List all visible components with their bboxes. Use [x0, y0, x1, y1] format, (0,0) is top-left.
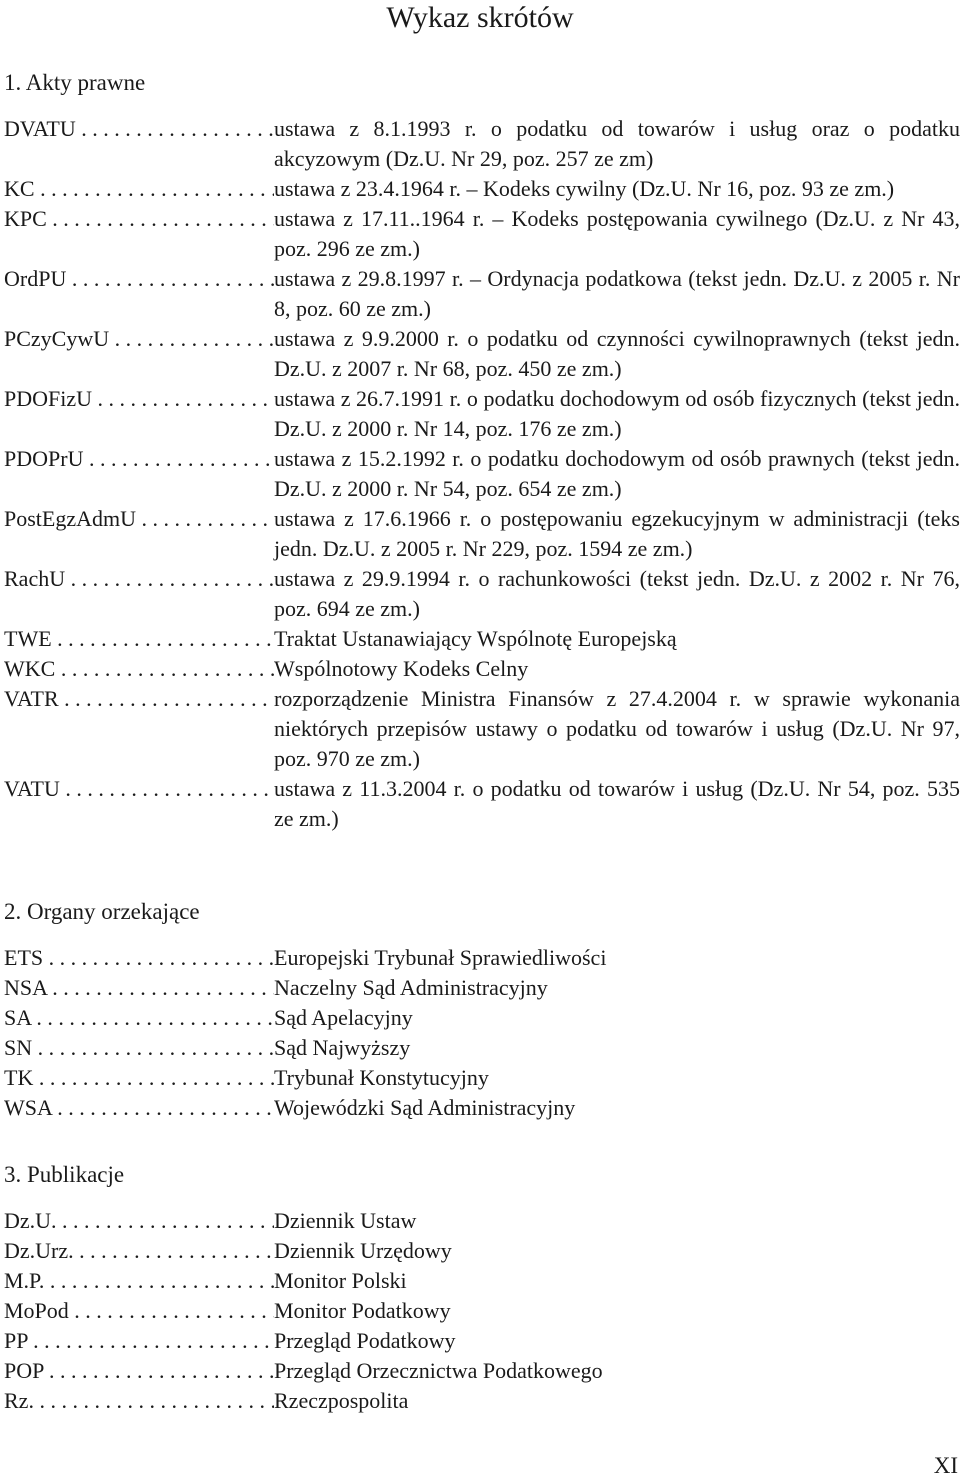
- definition: ustawa z 17.6.1966 r. o postępowaniu egzekucyjnym w administracji (teks jedn. Dz.U. z 2005 r. Nr 229, poz. 1594 ze zm.): [274, 506, 960, 561]
- abbreviation: Rz. . . .: [4, 1386, 274, 1416]
- definition: Europejski Trybunał Sprawiedliwości: [274, 945, 607, 970]
- definition: ustawa z 26.7.1991 r. o podatku dochodowym od osób fizycznych (tekst jedn. Dz.U. z 2000 r. Nr 14, poz. 176 ze zm.): [274, 386, 960, 441]
- definition: ustawa z 29.9.1994 r. o rachunkowości (tekst jedn. Dz.U. z 2002 r. Nr 76, poz. 694 ze zm.): [274, 566, 960, 621]
- definition: Traktat Ustanawiający Wspólnotę Europejską: [274, 626, 677, 651]
- entry-sa: [4, 1003, 960, 1033]
- abbreviation: M.P. . . .: [4, 1266, 274, 1296]
- definition: Monitor Podatkowy: [274, 1298, 451, 1323]
- definition: Wojewódzki Sąd Administracyjny: [274, 1095, 576, 1120]
- abbreviation: TK . . .: [4, 1063, 274, 1093]
- definition: Naczelny Sąd Administracyjny: [274, 975, 548, 1000]
- section-heading: 3. Publikacje: [4, 1162, 125, 1187]
- definition: Dziennik Ustaw: [274, 1208, 417, 1233]
- abbreviation: PDOPrU . . .: [4, 444, 274, 504]
- abbreviation: OrdPU . . .: [4, 264, 274, 324]
- entry-pdopru: [4, 444, 960, 504]
- entry-vatu: [4, 774, 960, 834]
- abbreviation: WKC . . .: [4, 654, 274, 684]
- abbreviation: WSA . . .: [4, 1093, 274, 1123]
- definition: Sąd Apelacyjny: [274, 1005, 413, 1030]
- entry-kc: [4, 174, 960, 204]
- definition: Trybunał Konstytucyjny: [274, 1065, 489, 1090]
- abbreviation: PDOFizU . . .: [4, 384, 274, 444]
- definition: Przegląd Orzecznictwa Podatkowego: [274, 1358, 603, 1383]
- entry-postegzadmu: [4, 504, 960, 564]
- definition: ustawa z 11.3.2004 r. o podatku od towarów i usług (Dz.U. Nr 54, poz. 535 ze zm.): [274, 776, 960, 831]
- abbreviation: Dz.Urz. . . .: [4, 1236, 274, 1266]
- section-courts: [4, 897, 960, 1123]
- abbreviation: SN . . .: [4, 1033, 274, 1063]
- entry-tk: [4, 1063, 960, 1093]
- entry-pop: [4, 1356, 960, 1386]
- definition: Monitor Polski: [274, 1268, 407, 1293]
- page-title: Wykaz skrótów: [386, 1, 574, 34]
- abbreviation: SA . . .: [4, 1003, 274, 1033]
- entry-nsa: [4, 973, 960, 1003]
- entry-mp: [4, 1266, 960, 1296]
- definition: Wspólnotowy Kodeks Celny: [274, 656, 529, 681]
- entry-vatr: [4, 684, 960, 774]
- entry-sn: [4, 1033, 960, 1063]
- definition: ustawa z 23.4.1964 r. – Kodeks cywilny (Dz.U. Nr 16, poz. 93 ze zm.): [274, 176, 895, 201]
- abbreviation: TWE . . .: [4, 624, 274, 654]
- abbreviation: PP . . .: [4, 1326, 274, 1356]
- page-number: XI: [933, 1453, 958, 1478]
- entry-dzu: [4, 1206, 960, 1236]
- entry-pdofizu: [4, 384, 960, 444]
- entry-twe: [4, 624, 960, 654]
- entry-pp: [4, 1326, 960, 1356]
- abbreviation: RachU . . .: [4, 564, 274, 624]
- abbreviation: ETS . . .: [4, 943, 274, 973]
- entry-kpc: [4, 204, 960, 264]
- entry-dvatu: [4, 114, 960, 174]
- definition: ustawa z 9.9.2000 r. o podatku od czynności cywilnoprawnych (tekst jedn. Dz.U. z 2007 r. Nr 68, poz. 450 ze zm.): [274, 326, 960, 381]
- entry-dzurz: [4, 1236, 960, 1266]
- section-publications: [4, 1160, 960, 1416]
- section-legal-acts: [4, 68, 960, 834]
- entry-wkc: [4, 654, 960, 684]
- entry-ets: [4, 943, 960, 973]
- definition: Sąd Najwyższy: [274, 1035, 411, 1060]
- abbreviation: KPC . . .: [4, 204, 274, 264]
- entry-rz: [4, 1386, 960, 1416]
- definition: Dziennik Urzędowy: [274, 1238, 452, 1263]
- definition: ustawa z 15.2.1992 r. o podatku dochodowym od osób prawnych (tekst jedn. Dz.U. z 2000 r. Nr 54, poz. 654 ze zm.): [274, 446, 960, 501]
- definition: ustawa z 29.8.1997 r. – Ordynacja podatkowa (tekst jedn. Dz.U. z 2005 r. Nr 8, poz. 60 ze zm.): [274, 266, 960, 321]
- definition: rozporządzenie Ministra Finansów z 27.4.2004 r. w sprawie wykonania niektórych przepisów ustawy o podatku od towarów i usług (Dz.U. Nr 97, poz. 970 ze zm.): [274, 686, 960, 771]
- entry-pczycywu: [4, 324, 960, 384]
- definition: ustawa z 17.11..1964 r. – Kodeks postępowania cywilnego (Dz.U. z Nr 43, poz. 296 ze zm.): [274, 206, 960, 261]
- abbreviation: MoPod . . .: [4, 1296, 274, 1326]
- definition: Przegląd Podatkowy: [274, 1328, 456, 1353]
- section-heading: 1. Akty prawne: [4, 70, 146, 95]
- abbreviation: PostEgzAdmU . . .: [4, 504, 274, 564]
- definition: Rzeczpospolita: [274, 1388, 409, 1413]
- abbreviation: NSA . . .: [4, 973, 274, 1003]
- entry-rachu: [4, 564, 960, 624]
- abbreviation: Dz.U. . . .: [4, 1206, 274, 1236]
- abbreviation: KC . . .: [4, 174, 274, 204]
- abbreviation: DVATU . . .: [4, 114, 274, 174]
- entry-wsa: [4, 1093, 960, 1123]
- entry-mopod: [4, 1296, 960, 1326]
- abbreviation: VATU . . .: [4, 774, 274, 834]
- section-heading: 2. Organy orzekające: [4, 899, 200, 924]
- definition: ustawa z 8.1.1993 r. o podatku od towarów i usług oraz o podatku akcyzowym (Dz.U. Nr 29, poz. 257 ze zm): [274, 116, 960, 171]
- entry-ordpu: [4, 264, 960, 324]
- abbreviation: PCzyCywU . . .: [4, 324, 274, 384]
- abbreviation: POP . . .: [4, 1356, 274, 1386]
- abbreviation: VATR . . .: [4, 684, 274, 774]
